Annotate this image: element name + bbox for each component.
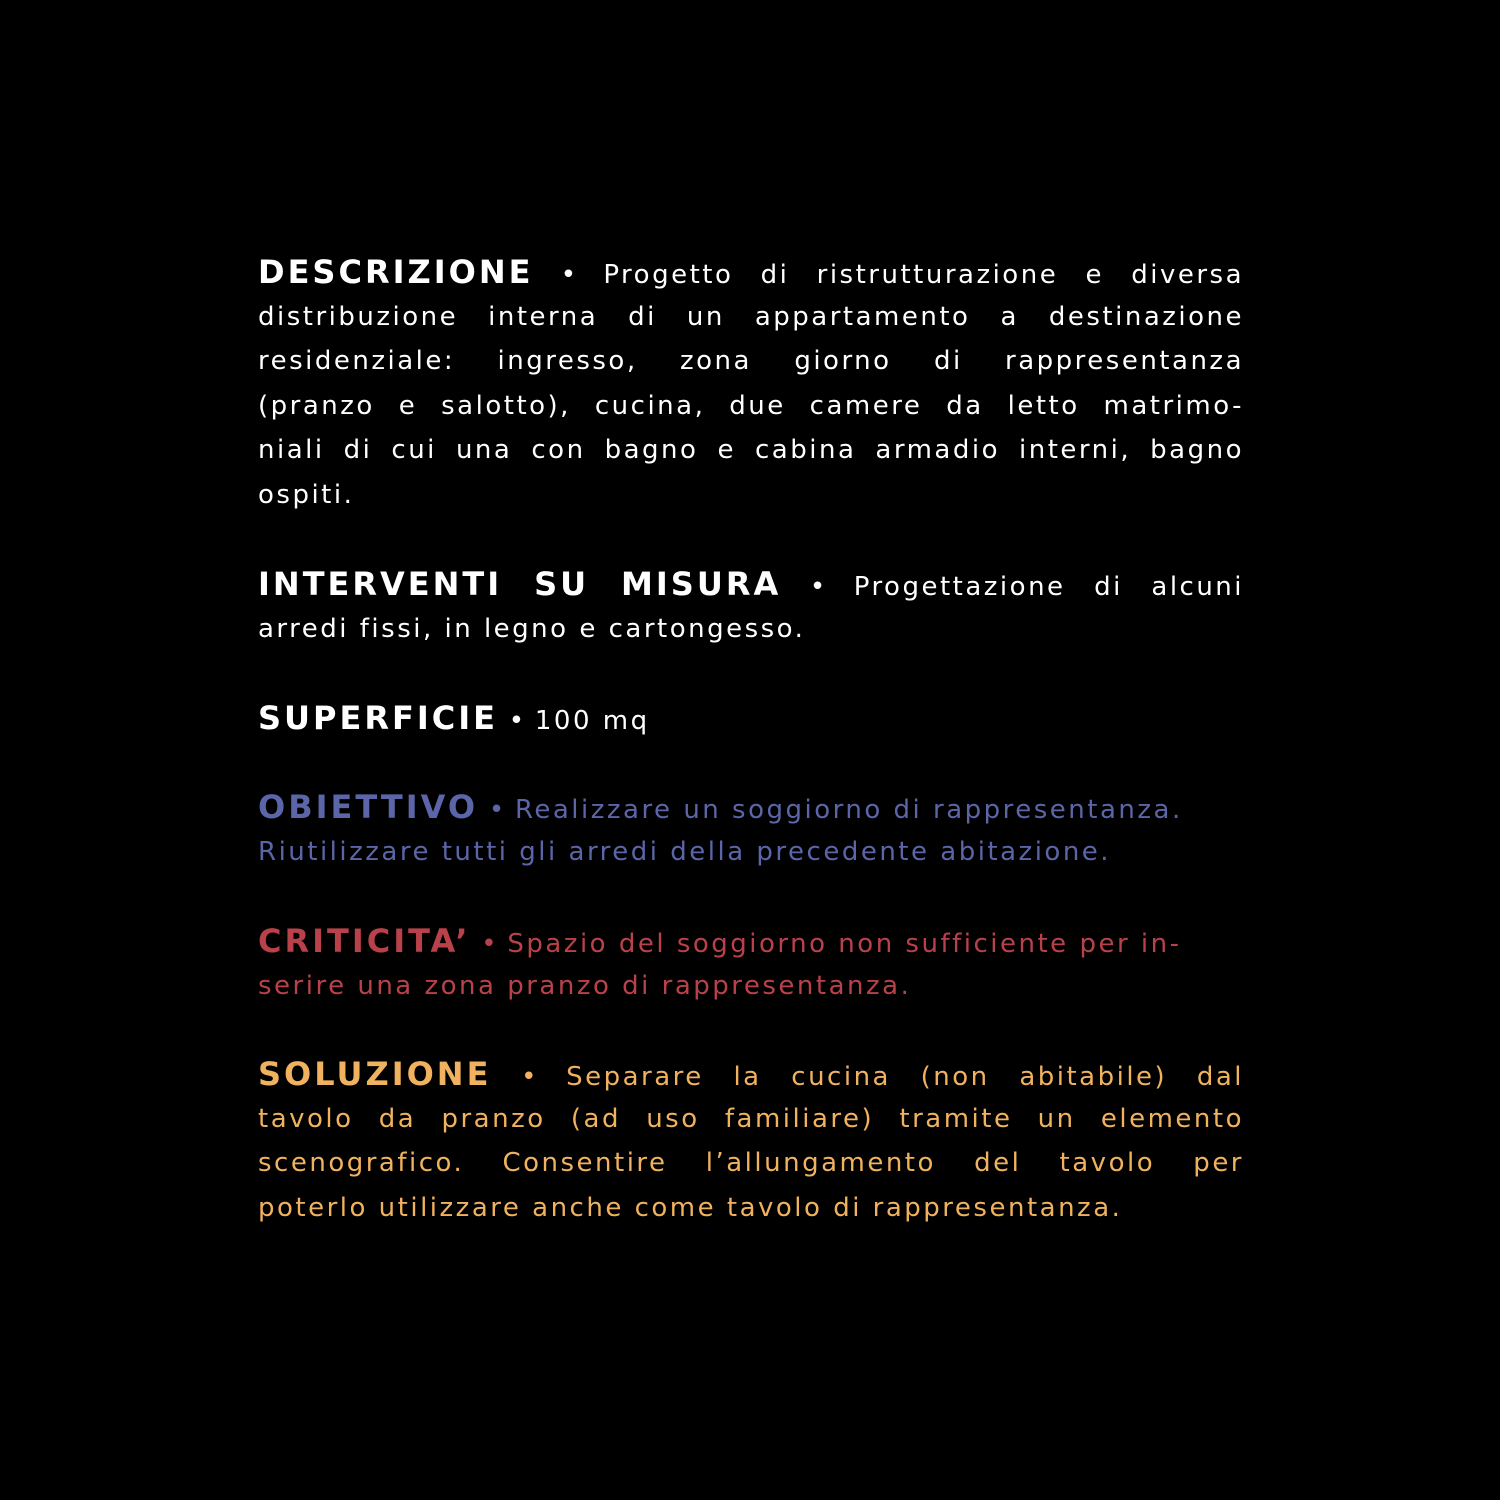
text-line [258,473,1244,518]
line-text: Progetto di ristrutturazione e diversa [603,260,1244,290]
text-line [258,295,1244,340]
line-text: serire una zona pranzo di rappresentanza. [258,970,912,1001]
section-heading: CRITICITA’ [258,922,471,960]
line-text: niali di cui una con bagno e cabina armadio interni, bagno [258,435,1244,465]
line-text: arredi fissi, in legno e cartongesso. [258,613,806,644]
line-text: 100 mq [534,706,650,736]
text-line [258,1052,1244,1097]
section-heading: DESCRIZIONE [258,253,534,291]
line-text: Separare la cucina (non abitabile) dal [566,1062,1244,1092]
text-line [258,830,1244,875]
text-line [258,1186,1244,1231]
text-line [258,562,1244,607]
text-line [258,919,1244,964]
text-line [258,428,1244,473]
text-line [258,1141,1244,1186]
bullet-separator: • [809,572,826,602]
section-superficie [258,696,1244,741]
line-text: tavolo da pranzo (ad uso familiare) tramite un elemento [258,1103,1244,1134]
text-line [258,696,1244,741]
bullet-separator: • [488,795,505,825]
section-interventi-su-misura [258,562,1244,651]
text-line [258,607,1244,652]
line-text: (pranzo e salotto), cucina, due camere da letto matrimo- [258,390,1244,421]
bullet-separator: • [521,1062,537,1092]
section-heading: OBIETTIVO [258,788,479,826]
text-line [258,964,1244,1009]
line-text: distribuzione interna di un appartamento a destinazione [258,301,1244,332]
bullet-separator: • [508,706,525,736]
line-text: Spazio del soggiorno non sufficiente per in- [507,929,1182,959]
line-text: Progettazione di alcuni [853,572,1244,602]
line-text: poterlo utilizzare anche come tavolo di rappresentanza. [258,1192,1123,1223]
line-text: residenziale: ingresso, zona giorno di rappresentanza [258,346,1244,376]
line-text: Realizzare un soggiorno di rappresentanza. [514,795,1183,825]
section-heading: SOLUZIONE [258,1055,492,1093]
bullet-separator: • [560,260,577,290]
section-obiettivo [258,785,1244,874]
text-line [258,384,1244,429]
text-line [258,339,1244,384]
text-line [258,1097,1244,1142]
section-descrizione [258,250,1244,517]
section-criticita [258,919,1244,1008]
text-line [258,250,1244,295]
bullet-separator: • [481,929,497,959]
section-soluzione [258,1052,1244,1230]
line-text: ospiti. [258,479,355,510]
section-heading: INTERVENTI SU MISURA [258,565,782,603]
line-text: scenografico. Consentire l’allungamento del tavolo per [258,1148,1244,1178]
section-heading: SUPERFICIE [258,699,498,737]
line-text: Riutilizzare tutti gli arredi della precedente abitazione. [258,836,1112,867]
text-line [258,785,1244,830]
